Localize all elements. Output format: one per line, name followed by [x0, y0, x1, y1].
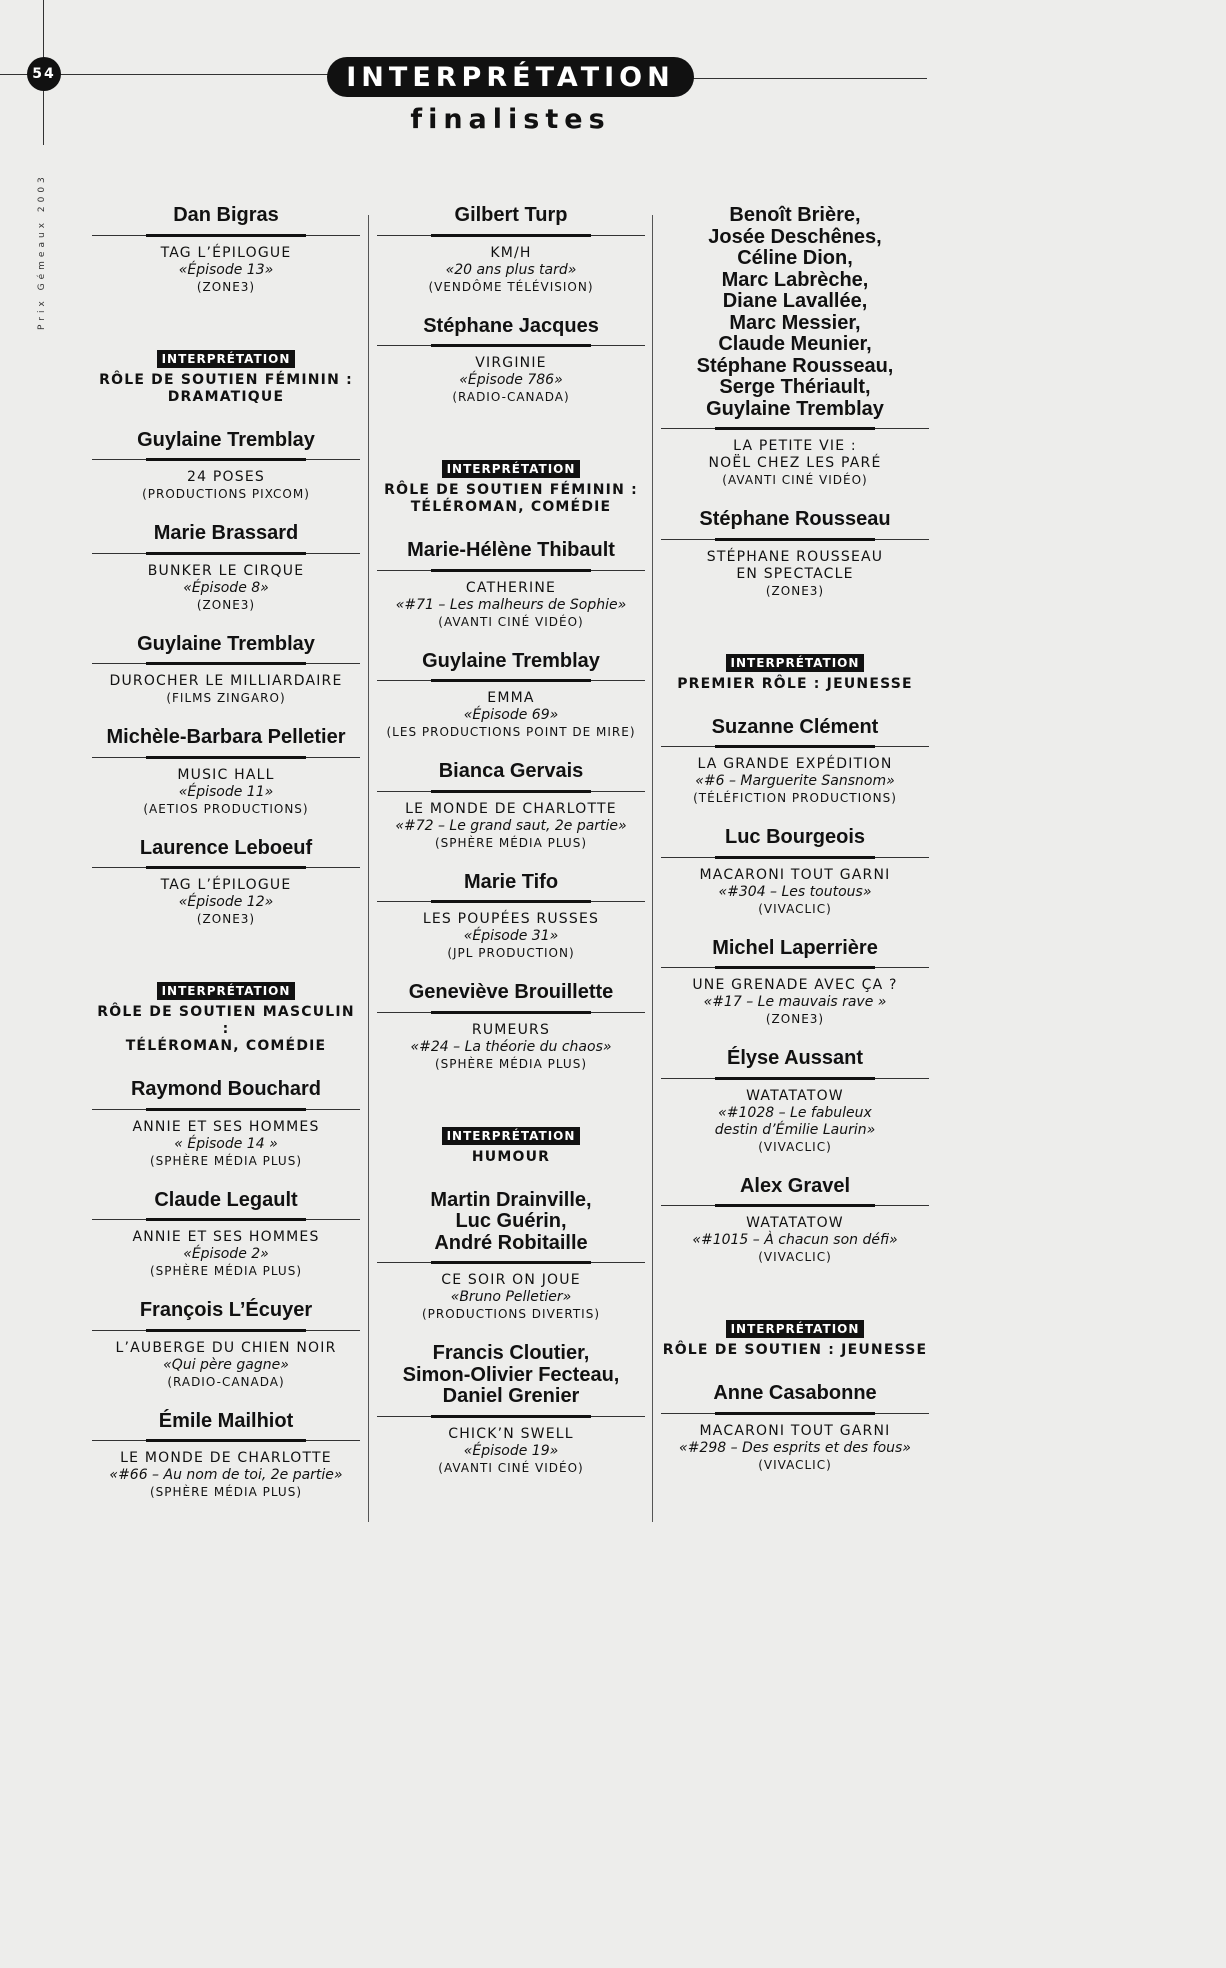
episode-title: «Épisode 2»	[183, 1246, 269, 1262]
show-title: LE MONDE DE CHARLOTTE	[120, 1450, 332, 1466]
finalist-name: Guylaine Tremblay	[137, 632, 315, 655]
production-company: (VIVACLIC)	[758, 1139, 832, 1154]
category-tag: INTERPRÉTATION	[157, 350, 296, 368]
entry-rule	[377, 1415, 645, 1419]
finalist-entry	[377, 205, 645, 296]
finalist-entry	[92, 1079, 360, 1170]
finalist-entry	[377, 316, 645, 407]
episode-title: «#298 – Des esprits et des fous»	[679, 1439, 911, 1456]
episode-title: «Épisode 11»	[178, 783, 274, 800]
finalist-name: Guylaine Tremblay	[137, 428, 315, 451]
entry-rule	[661, 538, 929, 542]
production-company: (LES PRODUCTIONS POINT DE MIRE)	[386, 725, 636, 739]
finalist-name: Luc Guérin,	[455, 1210, 567, 1232]
episode-title: «#6 – Marguerite Sansnom»	[695, 773, 895, 789]
side-caption: Prix Gémeaux 2003	[37, 173, 47, 330]
show-title: STÉPHANE ROUSSEAU	[706, 548, 884, 565]
finalist-name: Michèle-Barbara Pelletier	[106, 726, 346, 748]
finalist-name: Luc Bourgeois	[724, 826, 865, 848]
finalist-name: Marie-Hélène Thibault	[407, 539, 615, 561]
category-name: RÔLE DE SOUTIEN FÉMININ :	[99, 371, 353, 388]
finalist-name: Émile Mailhiot	[158, 1409, 294, 1432]
production-company: (ZONE3)	[196, 912, 256, 926]
page-title: INTERPRÉTATION	[327, 57, 694, 97]
finalist-entry	[92, 634, 360, 708]
entry-rule	[661, 427, 929, 431]
entry-rule	[377, 679, 645, 683]
category-header	[663, 1320, 928, 1359]
finalist-entry	[92, 727, 360, 818]
finalist-name: Daniel Grenier	[442, 1385, 580, 1407]
category-tag: INTERPRÉTATION	[726, 654, 865, 672]
finalist-name: Marc Labrèche,	[721, 268, 869, 291]
category-name: RÔLE DE SOUTIEN : JEUNESSE	[662, 1342, 928, 1358]
show-title: KM/H	[490, 244, 532, 261]
production-company: (ZONE3)	[196, 279, 256, 294]
production-company: (SPHÈRE MÉDIA PLUS)	[434, 1056, 588, 1071]
page-number: 54	[27, 57, 61, 91]
episode-title: «Épisode 12»	[178, 894, 274, 910]
finalist-entry	[92, 838, 360, 929]
entry-rule	[92, 234, 360, 238]
production-company: (SPHÈRE MÉDIA PLUS)	[149, 1485, 303, 1499]
production-company: (ZONE3)	[196, 597, 256, 612]
finalist-name: Serge Thériault,	[719, 376, 871, 398]
finalist-entry	[661, 827, 929, 918]
column-separator	[652, 215, 653, 1522]
production-company: (SPHÈRE MÉDIA PLUS)	[149, 1153, 303, 1168]
entry-rule	[92, 866, 360, 870]
finalist-name: Marie Tifo	[463, 870, 559, 893]
entry-rule	[92, 662, 360, 666]
episode-title: «Épisode 31»	[463, 928, 559, 944]
show-title: RUMEURS	[471, 1021, 551, 1038]
entry-rule	[661, 1204, 929, 1208]
finalist-name: Stéphane Jacques	[423, 314, 599, 337]
entry-rule	[377, 1261, 645, 1265]
show-title: LA GRANDE EXPÉDITION	[697, 756, 893, 772]
entry-rule	[92, 552, 360, 556]
production-company: (VIVACLIC)	[758, 901, 832, 916]
entry-rule	[661, 966, 929, 970]
finalist-entry	[661, 1048, 929, 1156]
show-title: EMMA	[487, 690, 535, 706]
entry-rule	[92, 1108, 360, 1112]
show-title: L’AUBERGE DU CHIEN NOIR	[115, 1339, 337, 1356]
category-header	[384, 460, 638, 516]
entry-rule	[661, 745, 929, 749]
category-header	[99, 350, 353, 406]
finalist-entry	[92, 430, 360, 504]
production-company: (RADIO-CANADA)	[167, 1374, 285, 1389]
finalist-entry	[92, 523, 360, 614]
episode-title: «#66 – Au nom de toi, 2e partie»	[109, 1467, 343, 1483]
episode-title: «#304 – Les toutous»	[718, 883, 872, 900]
show-title: LE MONDE DE CHARLOTTE	[405, 800, 617, 817]
finalist-entry	[661, 717, 929, 808]
episode-title: «Qui père gagne»	[163, 1356, 289, 1373]
finalist-name: Marc Messier,	[729, 311, 861, 334]
finalist-entry	[661, 509, 929, 600]
show-title: MUSIC HALL	[177, 766, 275, 783]
entry-rule	[377, 569, 645, 573]
entry-rule	[377, 344, 645, 348]
production-company: (PRODUCTIONS DIVERTIS)	[421, 1307, 601, 1321]
category-name: RÔLE DE SOUTIEN FÉMININ :	[384, 482, 638, 498]
show-title: VIRGINIE	[475, 355, 547, 371]
finalist-name: Guylaine Tremblay	[422, 649, 600, 672]
entry-rule	[661, 856, 929, 860]
finalist-name: Suzanne Clément	[711, 715, 879, 738]
production-company: (AVANTI CINÉ VIDÉO)	[722, 473, 868, 487]
finalist-name: Francis Cloutier,	[432, 1342, 590, 1364]
finalist-name: Stéphane Rousseau,	[696, 354, 894, 377]
entry-rule	[92, 1218, 360, 1222]
episode-title: «#1015 – À chacun son défi»	[692, 1232, 898, 1248]
entry-rule	[377, 790, 645, 794]
category-name: TÉLÉROMAN, COMÉDIE	[410, 499, 612, 515]
finalist-name: Stéphane Rousseau	[699, 508, 891, 530]
episode-title: «#71 – Les malheurs de Sophie»	[395, 596, 627, 613]
entry-rule	[377, 900, 645, 904]
production-company: (ZONE3)	[765, 583, 825, 598]
show-title: LA PETITE VIE :	[733, 438, 857, 454]
episode-title: « Épisode 14 »	[174, 1135, 278, 1152]
episode-title: «Bruno Pelletier»	[450, 1289, 572, 1305]
production-company: (SPHÈRE MÉDIA PLUS)	[149, 1264, 303, 1278]
column-separator	[368, 215, 369, 1522]
category-tag: INTERPRÉTATION	[726, 1320, 865, 1338]
production-company: (AETIOS PRODUCTIONS)	[143, 801, 309, 816]
finalist-entry	[661, 1176, 929, 1267]
show-title: NOËL CHEZ LES PARÉ	[708, 455, 882, 471]
production-company: (PRODUCTIONS PIXCOM)	[142, 487, 310, 501]
category-tag: INTERPRÉTATION	[157, 982, 296, 1000]
production-company: (ZONE3)	[765, 1012, 825, 1026]
column-1	[92, 205, 360, 1521]
episode-title: «Épisode 19»	[463, 1442, 559, 1459]
episode-title: destin d’Émilie Laurin»	[714, 1121, 876, 1138]
category-header	[677, 654, 913, 693]
show-title: ANNIE ET SES HOMMES	[132, 1118, 320, 1135]
finalist-name: Gilbert Turp	[454, 204, 568, 226]
finalist-name: Claude Legault	[154, 1188, 298, 1211]
finalist-entry	[377, 872, 645, 963]
finalist-name: Dan Bigras	[173, 204, 279, 226]
show-title: 24 POSES	[187, 469, 265, 485]
entry-rule	[92, 756, 360, 760]
episode-title: «#1028 – Le fabuleux	[718, 1104, 872, 1121]
category-name: RÔLE DE SOUTIEN MASCULIN :	[97, 1004, 355, 1037]
finalist-entry	[92, 1411, 360, 1502]
finalist-name: Michel Laperrière	[712, 936, 878, 959]
finalist-names	[697, 205, 894, 427]
finalist-name: Guylaine Tremblay	[706, 397, 884, 420]
finalist-name: Élyse Aussant	[727, 1047, 863, 1069]
finalist-entry	[661, 1383, 929, 1474]
show-title: WATATATOW	[746, 1215, 844, 1231]
category-tag: INTERPRÉTATION	[442, 1127, 581, 1145]
finalist-entry	[377, 761, 645, 852]
production-company: (VENDÔME TÉLÉVISION)	[428, 279, 594, 294]
production-company: (VIVACLIC)	[758, 1457, 832, 1472]
header-rule-right	[692, 78, 927, 79]
show-title: TAG L’ÉPILOGUE	[160, 244, 292, 261]
column-2	[377, 205, 645, 1497]
finalist-name: Bianca Gervais	[438, 760, 584, 782]
entry-rule	[92, 1329, 360, 1333]
entry-rule	[92, 1439, 360, 1443]
finalist-entry	[377, 651, 645, 742]
finalist-entry	[92, 205, 360, 296]
finalist-entry	[92, 1300, 360, 1391]
production-company: (RADIO-CANADA)	[452, 390, 570, 404]
show-title: CE SOIR ON JOUE	[441, 1272, 581, 1288]
show-title: ANNIE ET SES HOMMES	[132, 1229, 320, 1245]
episode-title: «#17 – Le mauvais rave »	[703, 994, 887, 1010]
finalist-entry	[377, 982, 645, 1073]
page-subtitle: finalistes	[410, 104, 611, 135]
production-company: (VIVACLIC)	[758, 1250, 832, 1264]
production-company: (TÉLÉFICTION PRODUCTIONS)	[693, 791, 897, 805]
finalist-name: Alex Gravel	[739, 1174, 851, 1197]
finalist-name: Geneviève Brouillette	[408, 981, 614, 1003]
show-title: MACARONI TOUT GARNI	[699, 1422, 891, 1439]
entry-rule	[92, 458, 360, 462]
episode-title: «#24 – La théorie du chaos»	[410, 1038, 612, 1055]
episode-title: «#72 – Le grand saut, 2e partie»	[395, 817, 627, 834]
category-name: HUMOUR	[471, 1148, 551, 1165]
show-title: EN SPECTACLE	[736, 565, 854, 582]
finalist-entry	[661, 205, 929, 489]
finalist-entry	[377, 1343, 645, 1477]
entry-rule	[661, 1412, 929, 1416]
finalist-name: Simon-Olivier Fecteau,	[402, 1363, 620, 1386]
finalist-names	[430, 1190, 591, 1262]
finalist-name: Martin Drainville,	[430, 1188, 592, 1211]
entry-rule	[377, 234, 645, 238]
show-title: CATHERINE	[465, 579, 557, 596]
category-tag: INTERPRÉTATION	[442, 460, 581, 478]
production-company: (AVANTI CINÉ VIDÉO)	[438, 614, 584, 629]
column-3	[661, 205, 929, 1494]
category-name: DRAMATIQUE	[167, 388, 285, 405]
finalist-name: François L’Écuyer	[139, 1299, 313, 1321]
category-name: PREMIER RÔLE : JEUNESSE	[677, 675, 913, 692]
production-company: (FILMS ZINGARO)	[166, 691, 286, 705]
episode-title: «Épisode 8»	[183, 579, 269, 596]
entry-rule	[377, 1011, 645, 1015]
finalist-name: Laurence Leboeuf	[139, 836, 313, 859]
finalist-entry	[377, 1190, 645, 1324]
show-title: UNE GRENADE AVEC ÇA ?	[692, 977, 898, 993]
show-title: MACARONI TOUT GARNI	[699, 866, 891, 883]
finalist-name: Marie Brassard	[153, 522, 299, 544]
production-company: (AVANTI CINÉ VIDÉO)	[438, 1460, 584, 1475]
category-name: TÉLÉROMAN, COMÉDIE	[125, 1038, 327, 1054]
finalist-name: Josée Deschênes,	[708, 225, 882, 248]
finalist-entry	[661, 938, 929, 1029]
episode-title: «Épisode 69»	[463, 707, 559, 723]
show-title: DUROCHER LE MILLIARDAIRE	[109, 673, 343, 689]
episode-title: «Épisode 13»	[178, 261, 274, 278]
finalist-entry	[377, 540, 645, 631]
production-company: (JPL PRODUCTION)	[447, 946, 575, 960]
show-title: WATATATOW	[746, 1087, 844, 1104]
finalist-names	[403, 1343, 620, 1415]
category-header	[442, 1127, 581, 1166]
show-title: BUNKER LE CIRQUE	[147, 562, 305, 579]
show-title: CHICK’N SWELL	[448, 1425, 574, 1442]
finalist-name: Diane Lavallée,	[722, 290, 868, 312]
show-title: TAG L’ÉPILOGUE	[160, 877, 292, 893]
episode-title: «Épisode 786»	[459, 372, 563, 388]
finalist-name: Claude Meunier,	[718, 333, 872, 355]
finalist-entry	[92, 1190, 360, 1281]
production-company: (SPHÈRE MÉDIA PLUS)	[434, 835, 588, 850]
finalist-name: Raymond Bouchard	[130, 1078, 322, 1100]
episode-title: «20 ans plus tard»	[445, 261, 577, 278]
finalist-name: Céline Dion,	[737, 247, 853, 269]
entry-rule	[661, 1077, 929, 1081]
finalist-name: Anne Casabonne	[713, 1382, 877, 1404]
show-title: LES POUPÉES RUSSES	[422, 911, 600, 927]
finalist-name: Benoît Brière,	[729, 204, 861, 226]
finalist-name: André Robitaille	[434, 1231, 588, 1254]
category-header	[92, 982, 360, 1055]
